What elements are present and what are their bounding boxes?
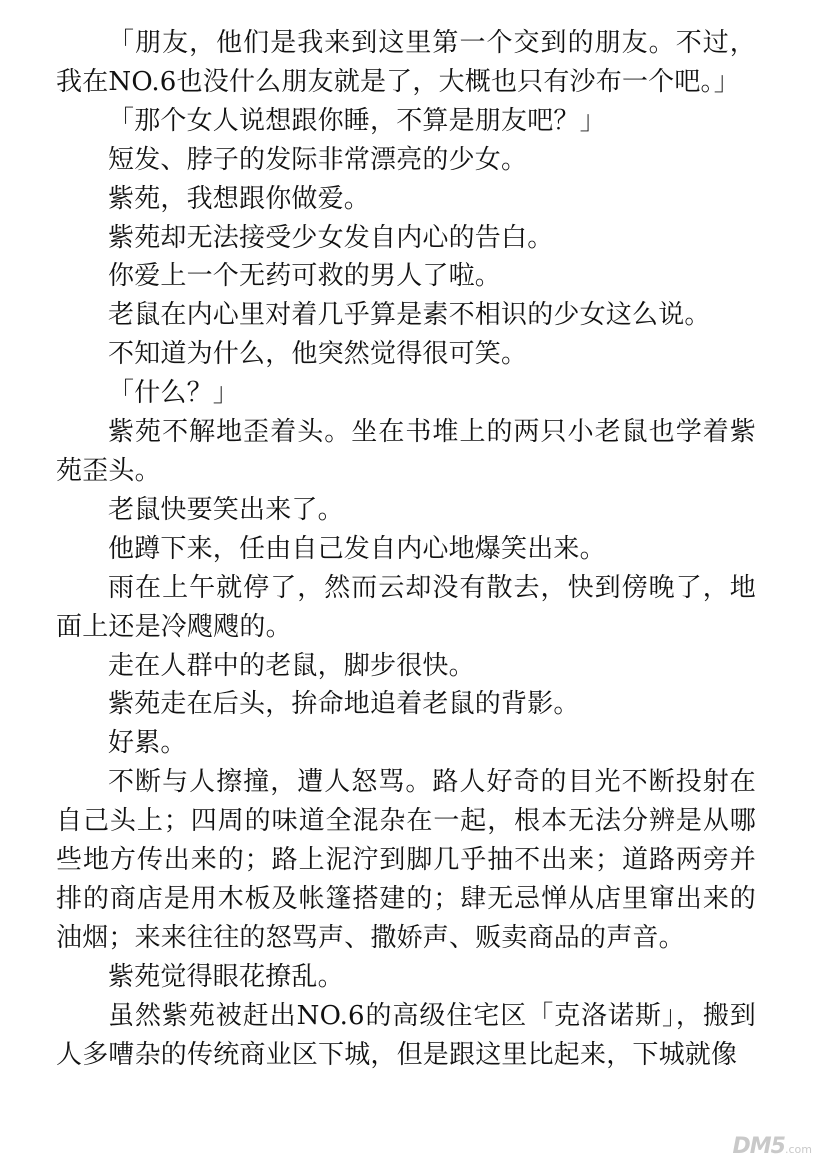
paragraph: 不断与人擦撞，遭人怒骂。路人好奇的目光不断投射在自己头上；四周的味道全混杂在一起，根本无法分辨是从哪些地方传出来的；路上泥泞到脚几乎抽不出来；道路两旁并排的商店是用木板及帐篷搭建的；肆无忌惮从店里窜出来的油烟；来来往往的怒骂声、撒娇声、贩卖商品的声音。: [56, 767, 756, 953]
paragraph: 不知道为什么，他突然觉得很可笑。: [108, 339, 528, 370]
site-watermark: [733, 1134, 812, 1159]
paragraph: 走在人群中的老鼠，脚步很快。: [108, 650, 475, 681]
paragraph: 「朋友，他们是我来到这里第一个交到的朋友。不过，我在NO.6也没什么朋友就是了，大概也只有沙布一个吧。」: [56, 28, 756, 97]
paragraph: 「什么？」: [108, 378, 240, 409]
watermark-main: DM5: [732, 1134, 785, 1159]
paragraph: 你爱上一个无药可救的男人了啦。: [108, 261, 502, 292]
paragraph: 老鼠在内心里对着几乎算是素不相识的少女这么说。: [108, 300, 711, 331]
paragraph: 「那个女人说想跟你睡，不算是朋友吧？」: [108, 105, 606, 136]
paragraph: 虽然紫苑被赶出NO.6的高级住宅区「克洛诺斯」，搬到人多嘈杂的传统商业区下城，但是跟这里比起来，下城就像: [56, 1000, 756, 1070]
paragraph: 雨在上午就停了，然而云却没有散去，快到傍晚了，地面上还是冷飕飕的。: [56, 572, 756, 642]
paragraph: 他蹲下来，任由自己发自内心地爆笑出来。: [108, 533, 606, 564]
paragraph: 紫苑觉得眼花撩乱。: [108, 961, 344, 992]
paragraph: 紫苑不解地歪着头。坐在书堆上的两只小老鼠也学着紫苑歪头。: [56, 417, 756, 486]
novel-page: [56, 24, 756, 1074]
paragraph: 紫苑走在后头，拚命地追着老鼠的背影。: [108, 689, 580, 720]
paragraph: 老鼠快要笑出来了。: [108, 494, 344, 525]
paragraph: 短发、脖子的发际非常漂亮的少女。: [108, 144, 528, 175]
paragraph: 紫苑，我想跟你做爱。: [108, 183, 371, 214]
watermark-suffix: .com: [785, 1143, 812, 1156]
paragraph: 紫苑却无法接受少女发自内心的告白。: [108, 222, 554, 253]
paragraph: 好累。: [108, 728, 187, 759]
